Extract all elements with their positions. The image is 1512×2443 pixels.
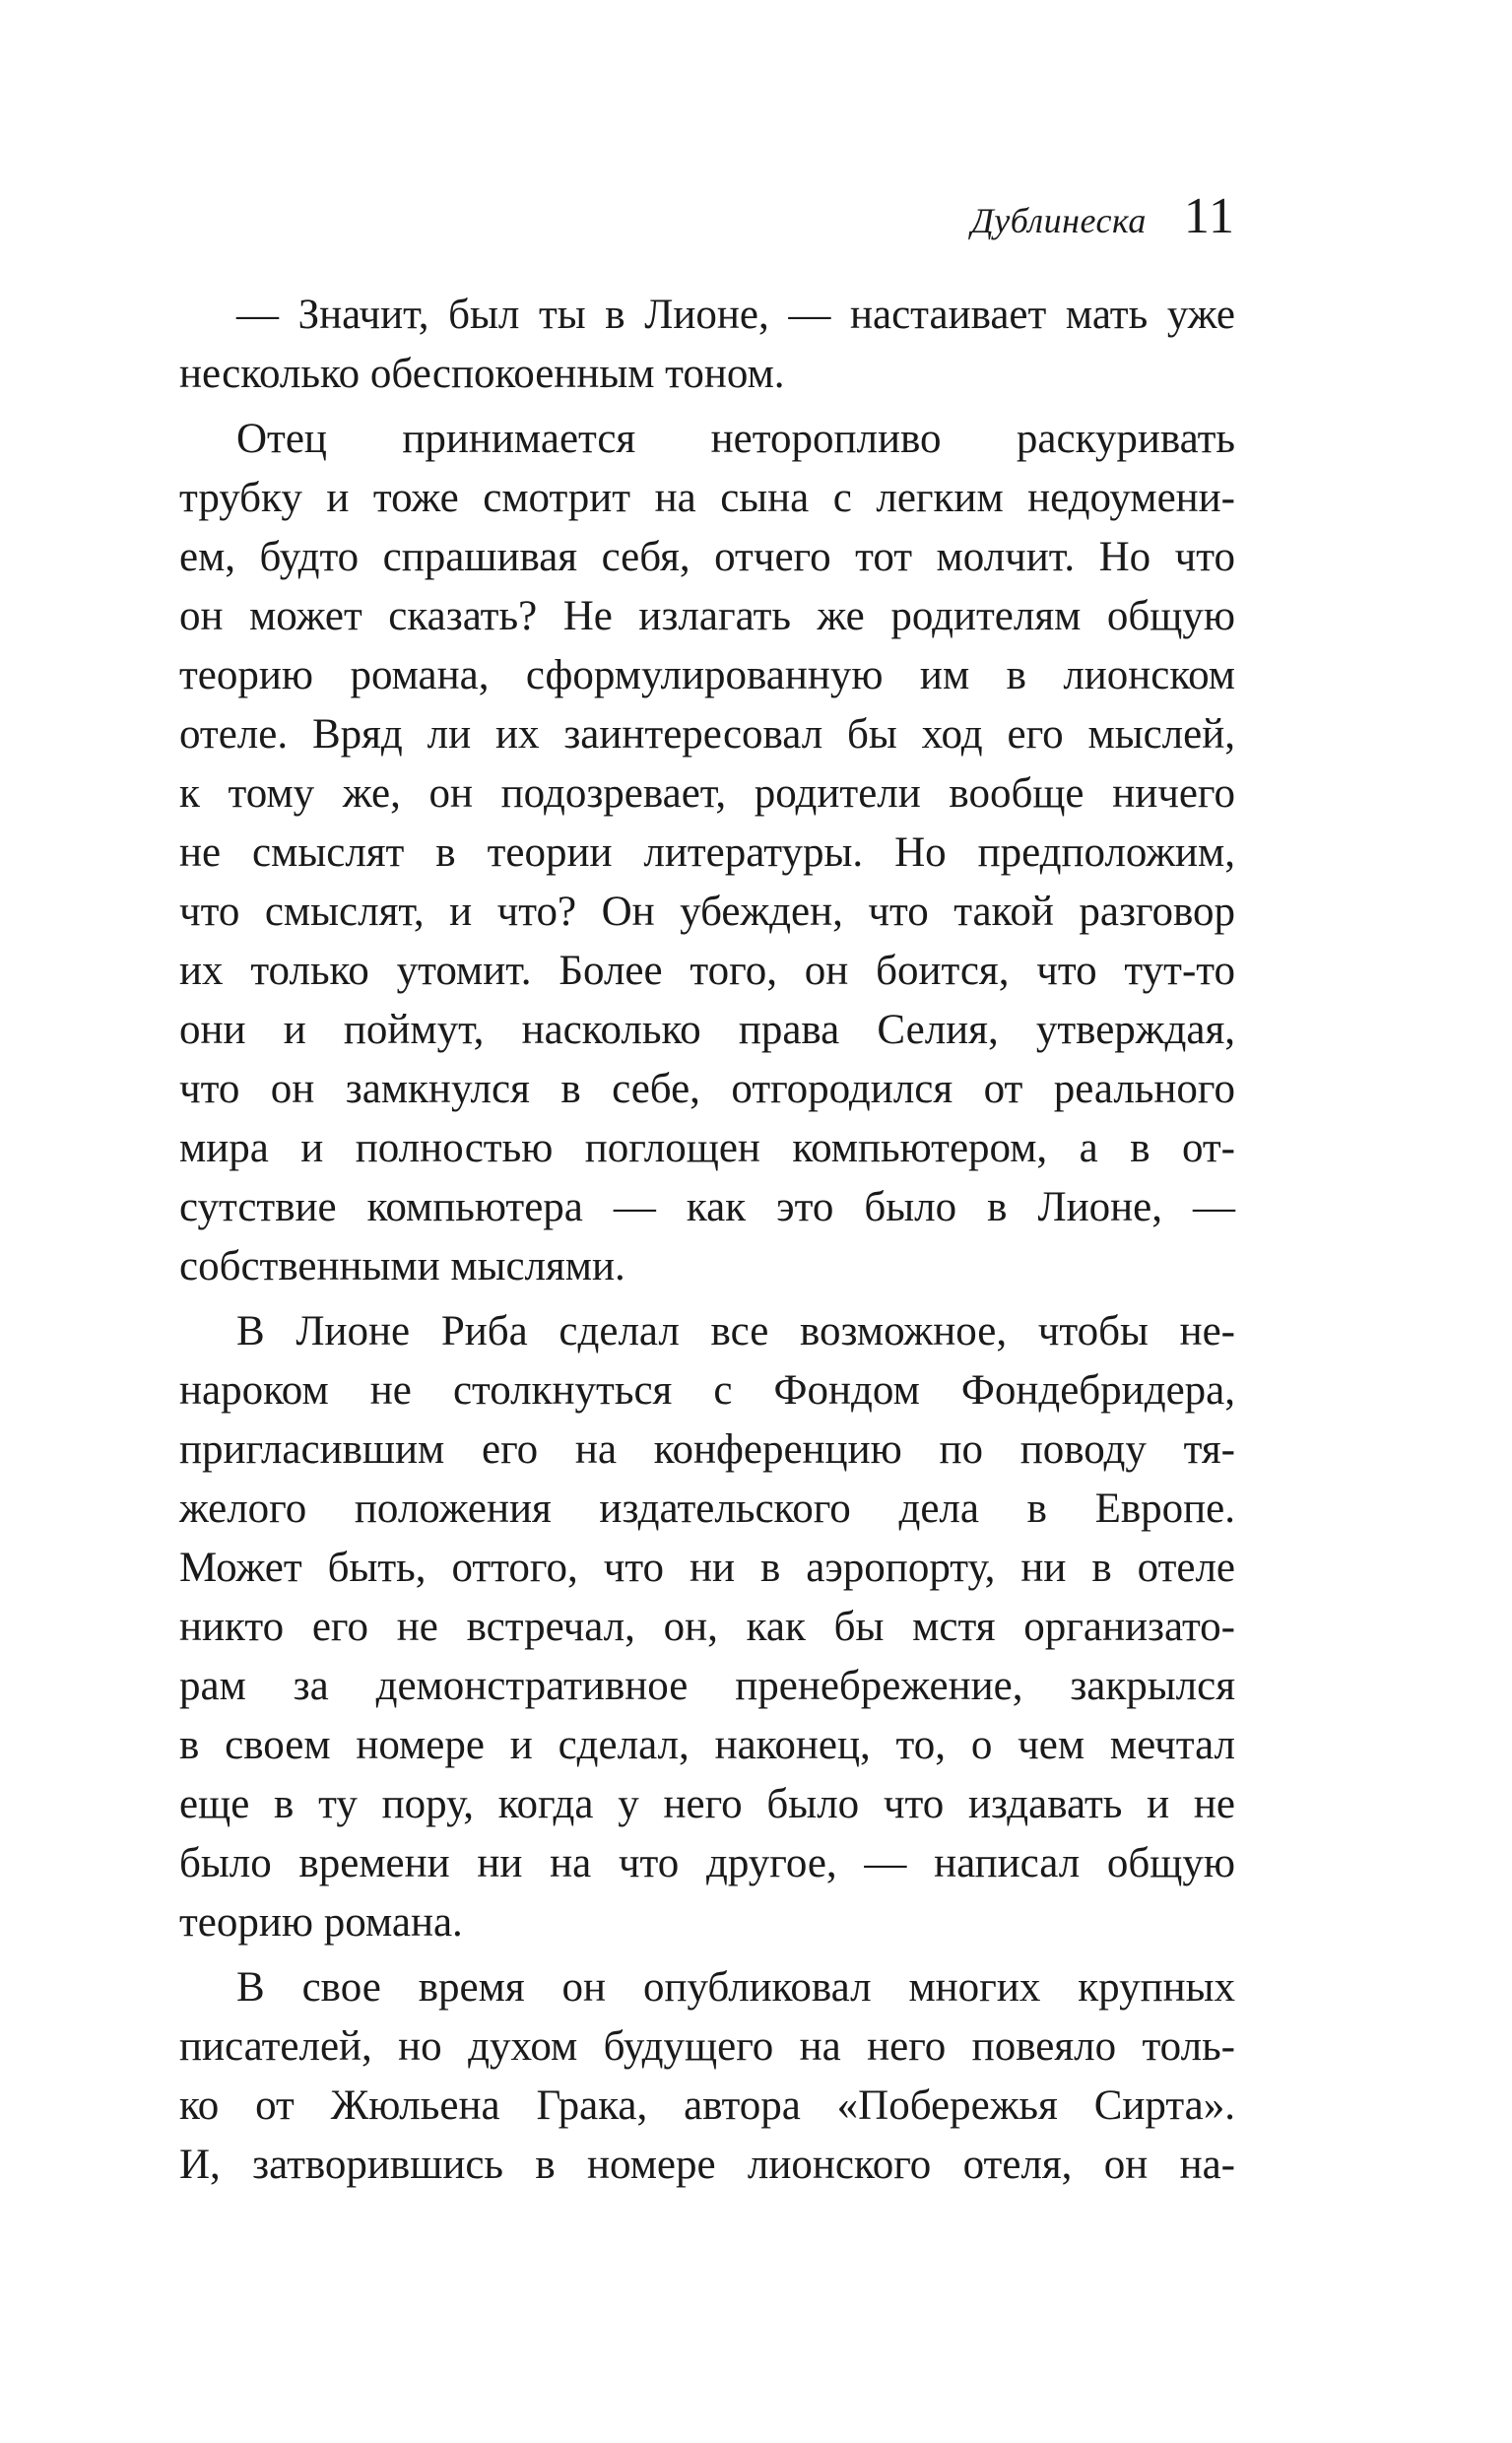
text-line: к тому же, он подозревает, родители вообще ничего [179,770,1235,817]
text-line: никто его не встречал, он, как бы мстя организато- [179,1604,1235,1650]
text-line: что смыслят, и что? Он убежден, что такой разговор [179,889,1235,935]
text-line: трубку и тоже смотрит на сына с легким недоумени- [179,475,1235,521]
text-line: пригласившим его на конференцию по поводу тя- [179,1426,1235,1473]
paragraph [179,1302,1235,1952]
paragraph [179,1958,1235,2195]
text-line: не смыслят в теории литературы. Но предположим, [179,829,1235,876]
text-line: желого положения издательского дела в Европе. [179,1486,1235,1532]
body-text [179,286,1235,2195]
text-line: в своем номере и сделал, наконец, то, о чем мечтал [179,1722,1235,1768]
text-line: рам за демонстративное пренебрежение, закрылся [179,1663,1235,1709]
text-line: — Значит, был ты в Лионе, — настаивает мать уже [236,292,1235,338]
text-line: сутствие компьютера — как это было в Лионе, — [179,1184,1235,1230]
text-line: В свое время он опубликовал многих крупных [236,1964,1235,2011]
text-line: нароком не столкнуться с Фондом Фондебридера, [179,1367,1235,1414]
text-line: отеле. Вряд ли их заинтересовал бы ход его мыслей, [179,711,1235,758]
page-number: 11 [1183,188,1235,244]
text-line: ко от Жюльена Грака, автора «Побережья Сирта». [179,2082,1235,2129]
text-line: они и поймут, насколько права Селия, утверждая, [179,1007,1235,1053]
text-line: теорию романа. [179,1899,463,1946]
text-line: теорию романа, сформулированную им в лионском [179,652,1235,698]
text-line: он может сказать? Не излагать же родителям общую [179,593,1235,639]
text-line: что он замкнулся в себе, отгородился от реального [179,1066,1235,1112]
text-line: В Лионе Риба сделал все возможное, чтобы не- [236,1308,1235,1354]
text-line: собственными мыслями. [179,1243,625,1289]
text-line: И, затворившись в номере лионского отеля, он на- [179,2142,1235,2188]
text-line: ем, будто спрашивая себя, отчего тот молчит. Но что [179,534,1235,580]
running-title: Дублинеска [970,201,1147,240]
text-line: их только утомит. Более того, он боится, что тут-то [179,948,1235,994]
text-line: еще в ту пору, когда у него было что издавать и не [179,1781,1235,1827]
text-line: писателей, но духом будущего на него повеяло толь- [179,2023,1235,2070]
text-line: Отец принимается неторопливо раскуривать [236,416,1235,462]
text-line: несколько обеспокоенным тоном. [179,351,785,397]
running-head [179,187,1235,245]
paragraph [179,286,1235,404]
text-line: было времени ни на что другое, — написал общую [179,1840,1235,1886]
text-line: Может быть, оттого, что ни в аэропорту, ни в отеле [179,1545,1235,1591]
paragraph [179,410,1235,1296]
text-line: мира и полностью поглощен компьютером, а в от- [179,1125,1235,1171]
